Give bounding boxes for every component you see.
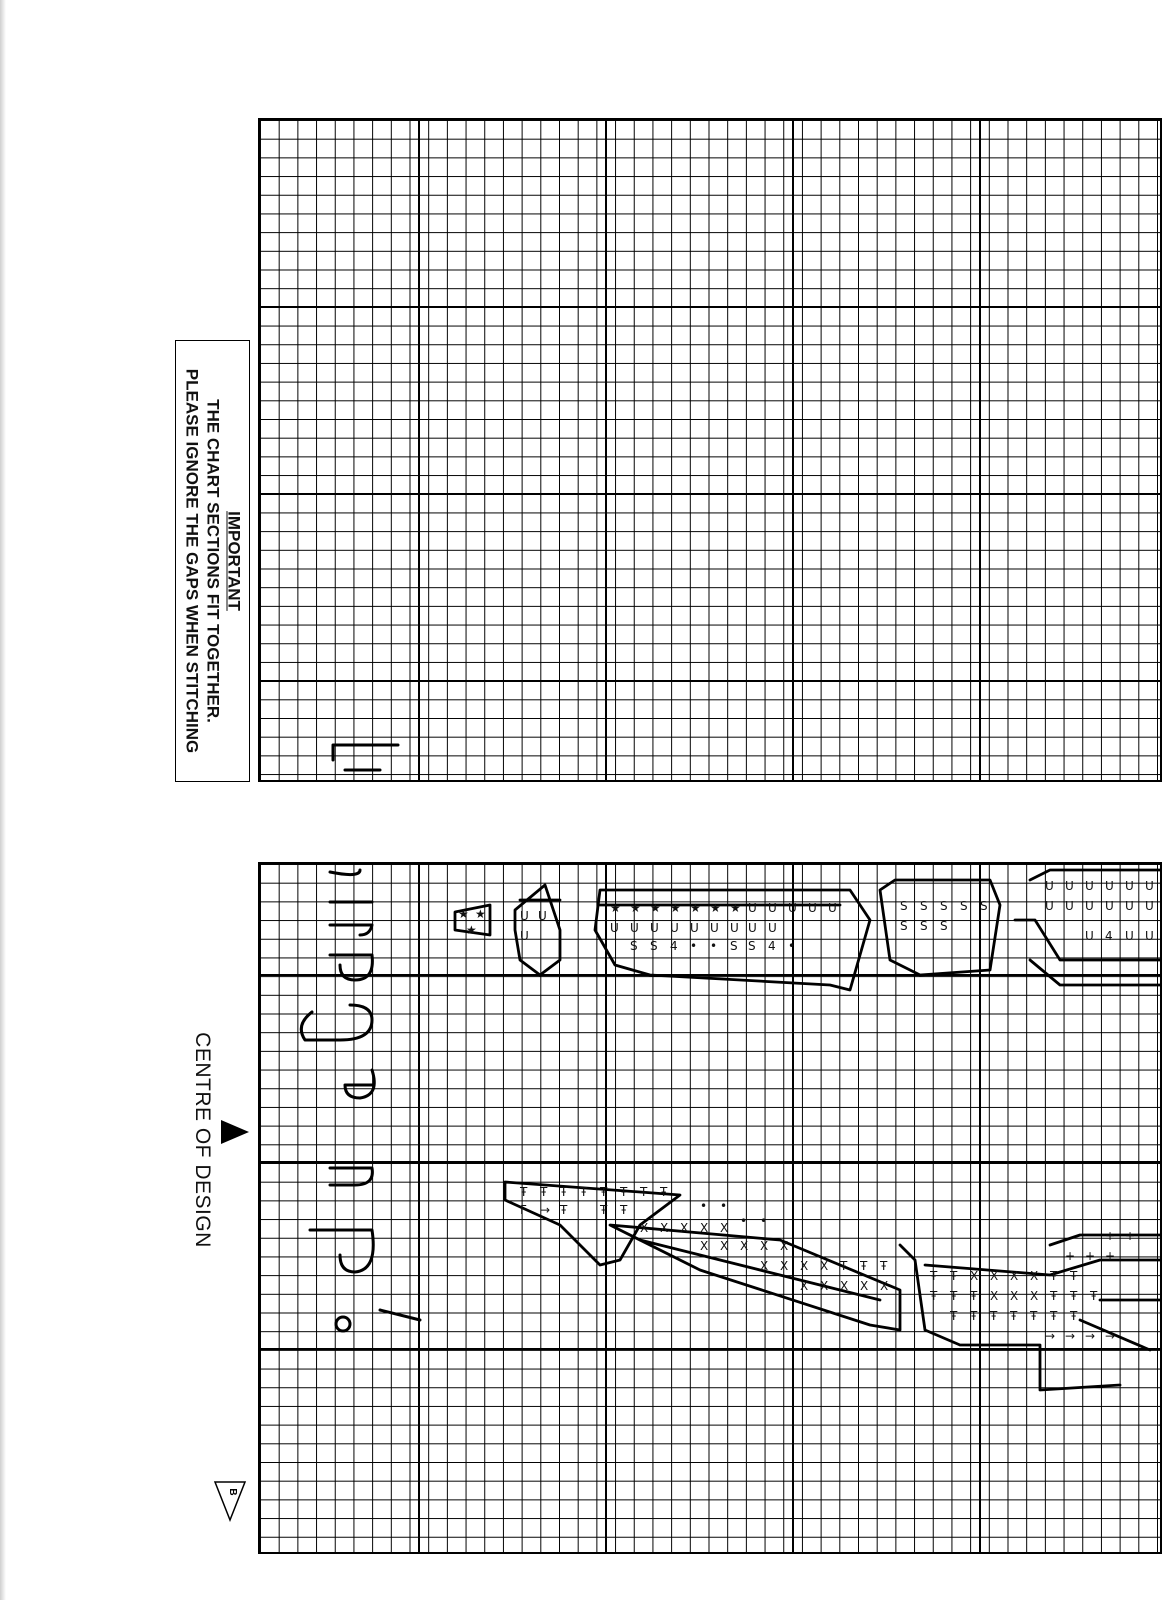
- svg-text:X: X: [660, 1221, 669, 1235]
- svg-text:4: 4: [670, 939, 678, 953]
- svg-text:Ŧ: Ŧ: [1050, 1289, 1058, 1303]
- svg-text:Ŧ: Ŧ: [880, 1259, 888, 1273]
- notice-title: IMPORTANT: [224, 511, 243, 611]
- svg-text:U: U: [1045, 879, 1054, 893]
- svg-text:U: U: [1065, 899, 1074, 913]
- svg-text:X: X: [680, 1221, 689, 1235]
- svg-text:★: ★: [730, 901, 741, 915]
- svg-text:Ŧ: Ŧ: [950, 1289, 958, 1303]
- svg-text:→: →: [1065, 1329, 1076, 1343]
- svg-text:★: ★: [610, 901, 621, 915]
- svg-text:X: X: [800, 1259, 809, 1273]
- svg-text:Ŧ: Ŧ: [1050, 1269, 1058, 1283]
- svg-text:U: U: [690, 921, 699, 935]
- svg-text:X: X: [990, 1289, 999, 1303]
- svg-text:F: F: [520, 1203, 527, 1217]
- svg-text:Ŧ: Ŧ: [950, 1269, 958, 1283]
- svg-text:Ŧ: Ŧ: [1090, 1289, 1098, 1303]
- svg-text:S: S: [650, 939, 658, 953]
- svg-text:U: U: [748, 901, 757, 915]
- svg-text:S: S: [920, 899, 928, 913]
- svg-text:X: X: [740, 1239, 749, 1253]
- svg-text:→: →: [1085, 1329, 1096, 1343]
- svg-text:Ŧ: Ŧ: [1070, 1309, 1078, 1323]
- svg-text:•: •: [700, 1199, 708, 1213]
- svg-text:U: U: [768, 901, 777, 915]
- svg-text:U: U: [538, 909, 547, 923]
- svg-text:X: X: [970, 1269, 979, 1283]
- svg-text:U: U: [1145, 879, 1154, 893]
- svg-text:X: X: [1030, 1269, 1039, 1283]
- svg-text:U: U: [520, 909, 529, 923]
- svg-text:S: S: [730, 939, 738, 953]
- svg-text:U: U: [1105, 879, 1114, 893]
- svg-text:Ŧ: Ŧ: [580, 1185, 588, 1199]
- svg-text:U: U: [788, 901, 797, 915]
- svg-text:X: X: [990, 1269, 999, 1283]
- svg-text:+: +: [1125, 1229, 1136, 1243]
- svg-text:X: X: [1010, 1289, 1019, 1303]
- svg-text:U: U: [1125, 879, 1134, 893]
- svg-text:Ŧ: Ŧ: [840, 1259, 848, 1273]
- svg-text:Ŧ: Ŧ: [520, 1185, 528, 1199]
- svg-text:X: X: [860, 1279, 869, 1293]
- svg-text:Ŧ: Ŧ: [950, 1309, 958, 1323]
- svg-text:+: +: [1105, 1249, 1116, 1263]
- svg-text:U: U: [670, 921, 679, 935]
- svg-text:X: X: [1010, 1269, 1019, 1283]
- svg-text:U: U: [1045, 899, 1054, 913]
- svg-text:•: •: [788, 939, 796, 953]
- svg-text:S: S: [900, 919, 908, 933]
- svg-text:X: X: [720, 1239, 729, 1253]
- svg-text:Ŧ: Ŧ: [640, 1185, 648, 1199]
- svg-text:S: S: [900, 899, 908, 913]
- svg-text:★: ★: [710, 901, 721, 915]
- svg-text:Ŧ: Ŧ: [560, 1185, 568, 1199]
- svg-text:→: →: [540, 1203, 551, 1217]
- svg-text:S: S: [940, 899, 948, 913]
- svg-text:★: ★: [690, 901, 701, 915]
- svg-text:Ŧ: Ŧ: [540, 1185, 548, 1199]
- svg-text:+: +: [1105, 1229, 1116, 1243]
- svg-text:X: X: [780, 1259, 789, 1273]
- svg-text:Ŧ: Ŧ: [930, 1289, 938, 1303]
- svg-text:S: S: [980, 899, 988, 913]
- stitch-symbols: [458, 879, 1154, 1343]
- svg-text:Ŧ: Ŧ: [620, 1203, 628, 1217]
- svg-text:•: •: [740, 1214, 748, 1228]
- svg-text:S: S: [920, 919, 928, 933]
- svg-text:Ŧ: Ŧ: [1010, 1309, 1018, 1323]
- svg-text:X: X: [840, 1279, 849, 1293]
- svg-text:U: U: [520, 929, 529, 943]
- svg-text:★: ★: [466, 923, 477, 937]
- svg-text:X: X: [700, 1221, 709, 1235]
- svg-text:Ŧ: Ŧ: [560, 1203, 568, 1217]
- svg-text:U: U: [710, 921, 719, 935]
- svg-text:+: +: [1085, 1249, 1096, 1263]
- svg-text:★: ★: [650, 901, 661, 915]
- svg-text:X: X: [760, 1239, 769, 1253]
- svg-text:Ŧ: Ŧ: [660, 1185, 668, 1199]
- svg-text:U: U: [768, 921, 777, 935]
- svg-text:→: →: [1105, 1329, 1116, 1343]
- svg-text:U: U: [630, 921, 639, 935]
- svg-text:U: U: [1105, 899, 1114, 913]
- svg-text:S: S: [940, 919, 948, 933]
- svg-text:→: →: [1045, 1329, 1056, 1343]
- svg-text:Ŧ: Ŧ: [1050, 1309, 1058, 1323]
- svg-text:Ŧ: Ŧ: [930, 1269, 938, 1283]
- svg-text:4: 4: [768, 939, 776, 953]
- svg-text:★: ★: [458, 907, 469, 921]
- budge-up-lettering: [301, 870, 420, 1320]
- svg-text:Ŧ: Ŧ: [1070, 1269, 1078, 1283]
- svg-text:Ŧ: Ŧ: [970, 1289, 978, 1303]
- notice-line-2: PLEASE IGNORE THE GAPS WHEN STITCHING: [182, 368, 201, 754]
- svg-text:★: ★: [630, 901, 641, 915]
- svg-text:Ŧ: Ŧ: [1070, 1289, 1078, 1303]
- svg-text:U: U: [1125, 899, 1134, 913]
- svg-text:Ŧ: Ŧ: [860, 1259, 868, 1273]
- svg-text:X: X: [760, 1259, 769, 1273]
- svg-text:★: ★: [670, 901, 681, 915]
- svg-text:•: •: [760, 1214, 768, 1228]
- svg-text:U: U: [1085, 899, 1094, 913]
- svg-text:Ŧ: Ŧ: [1030, 1309, 1038, 1323]
- svg-text:U: U: [828, 901, 837, 915]
- svg-text:Ŧ: Ŧ: [620, 1185, 628, 1199]
- svg-text:U: U: [650, 921, 659, 935]
- svg-text:S: S: [630, 939, 638, 953]
- svg-text:•: •: [710, 939, 718, 953]
- svg-text:U: U: [808, 901, 817, 915]
- notice-line-1: THE CHART SECTIONS FIT TOGETHER.: [203, 399, 222, 723]
- svg-text:X: X: [640, 1221, 649, 1235]
- letter-fragment-top: [333, 745, 398, 760]
- svg-text:X: X: [880, 1279, 889, 1293]
- svg-text:Ŧ: Ŧ: [600, 1185, 608, 1199]
- svg-text:X: X: [800, 1279, 809, 1293]
- svg-text:U: U: [1065, 879, 1074, 893]
- svg-text:★: ★: [475, 907, 486, 921]
- svg-text:•: •: [690, 939, 698, 953]
- svg-text:S: S: [748, 939, 756, 953]
- svg-text:S: S: [960, 899, 968, 913]
- svg-text:U: U: [1145, 929, 1154, 943]
- svg-text:U: U: [1125, 929, 1134, 943]
- svg-text:X: X: [820, 1279, 829, 1293]
- svg-text:X: X: [720, 1221, 729, 1235]
- svg-text:X: X: [820, 1259, 829, 1273]
- svg-text:4: 4: [1105, 929, 1113, 943]
- svg-text:X: X: [780, 1239, 789, 1253]
- svg-text:Ŧ: Ŧ: [970, 1309, 978, 1323]
- svg-text:U: U: [730, 921, 739, 935]
- upper-motif: [455, 870, 1160, 990]
- svg-text:U: U: [1085, 929, 1094, 943]
- svg-text:U: U: [1085, 879, 1094, 893]
- svg-text:+: +: [1065, 1249, 1076, 1263]
- svg-text:U: U: [1145, 899, 1154, 913]
- section-b-label: B: [227, 1488, 239, 1496]
- svg-text:Ŧ: Ŧ: [600, 1203, 608, 1217]
- svg-text:U: U: [748, 921, 757, 935]
- svg-text:•: •: [720, 1199, 728, 1213]
- centre-of-design-label: CENTRE OF DESIGN: [191, 1032, 214, 1248]
- svg-text:X: X: [700, 1239, 709, 1253]
- svg-text:Ŧ: Ŧ: [990, 1309, 998, 1323]
- svg-text:U: U: [610, 921, 619, 935]
- svg-text:X: X: [1030, 1289, 1039, 1303]
